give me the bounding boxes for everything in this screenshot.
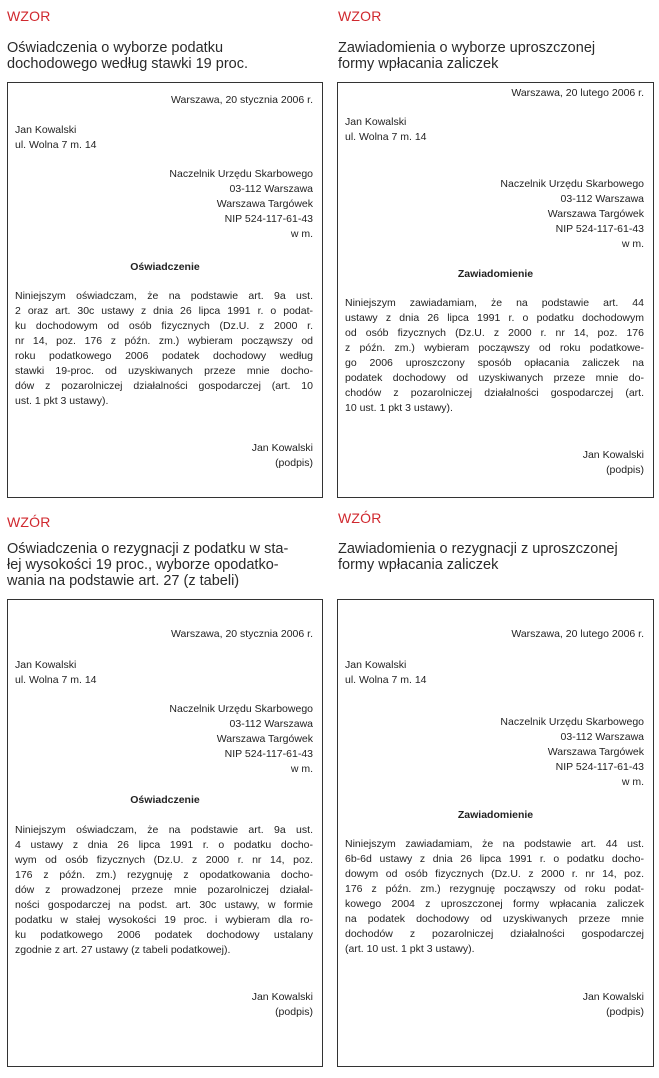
recipient-line: NIP 524-117-61-43: [555, 223, 644, 235]
body-line: podatek dochodowy od uzyskiwanych przeze mnie do-: [345, 372, 644, 384]
sender-name: Jan Kowalski: [345, 116, 407, 128]
section-heading: [7, 40, 317, 72]
recipient-line: Naczelnik Urzędu Skarbowego: [169, 168, 313, 180]
sender-block: [15, 658, 97, 688]
signature-caption: (podpis): [606, 1006, 644, 1018]
section-heading: [338, 40, 653, 72]
body-line: 4 ustawy z dnia 26 lipca 1991 r. o podatku docho-: [15, 839, 313, 851]
recipient-line: NIP 524-117-61-43: [224, 213, 313, 225]
sender-name: Jan Kowalski: [15, 124, 77, 136]
document-body: [345, 837, 644, 957]
sender-name: Jan Kowalski: [345, 659, 407, 671]
signature-caption: (podpis): [275, 457, 313, 469]
sender-block: [345, 658, 427, 688]
recipient-block: [169, 167, 313, 242]
recipient-line: Warszawa Targówek: [547, 208, 644, 220]
recipient-line: 03-112 Warszawa: [560, 193, 644, 205]
body-line: podatku w stałej wysokości 19 proc. i wybieram dla ro-: [15, 914, 313, 926]
recipient-block: [500, 715, 644, 790]
heading-line: formy wpłacania zaliczek: [338, 56, 499, 72]
signature-block: [252, 990, 313, 1020]
signature-name: Jan Kowalski: [251, 991, 313, 1003]
body-line: 2 oraz art. 30c ustawy z dnia 26 lipca 1991 r. o podat-: [15, 305, 313, 317]
recipient-line: Naczelnik Urzędu Skarbowego: [500, 178, 644, 190]
sender-address: ul. Wolna 7 m. 14: [345, 674, 427, 686]
body-line: ku dochodowym od osób fizycznych (Dz.U. z 2000 r.: [15, 320, 313, 332]
body-line: roku podatkowego 2006 podatek dochodowy według: [15, 350, 313, 362]
recipient-line: NIP 524-117-61-43: [224, 748, 313, 760]
body-line: Niniejszym zawiadamiam, że na podstawie art. 44 ust.: [345, 838, 644, 850]
body-line: dów z pozarolniczej działalności gospodarczej (art. 10: [15, 380, 313, 392]
body-line: Niniejszym oświadczam, że na podstawie art. 9a ust.: [15, 824, 313, 836]
recipient-line: 03-112 Warszawa: [229, 718, 313, 730]
heading-line: Oświadczenia o rezygnacji z podatku w sta-: [7, 541, 289, 557]
sender-name: Jan Kowalski: [15, 659, 77, 671]
document-box: [7, 82, 323, 498]
sender-block: [15, 123, 97, 153]
recipient-line: NIP 524-117-61-43: [555, 761, 644, 773]
document-date: Warszawa, 20 lutego 2006 r.: [511, 87, 644, 99]
heading-line: Oświadczenia o wyborze podatku: [7, 40, 224, 56]
body-line: 176 z późn. zm.) rezygnuję począwszy od roku podat-: [345, 883, 644, 895]
heading-line: dochodowego według stawki 19 proc.: [7, 56, 249, 72]
body-line: zgodnie z art. 27 ustawy (z tabeli podatkowej).: [15, 944, 231, 956]
section-heading: [338, 541, 653, 573]
heading-line: łej wysokości 19 proc., wyborze opodatko-: [7, 557, 279, 573]
body-line: go 2006 uproszczony sposób opłacania zaliczek na: [345, 357, 644, 369]
body-line: kowego 2004 z uproszczonej formy wpłacania zaliczek: [345, 898, 644, 910]
recipient-line: w m.: [290, 228, 313, 240]
document-box: [337, 599, 654, 1067]
heading-line: formy wpłacania zaliczek: [338, 557, 499, 573]
body-line: ust. 1 pkt 3 ustawy).: [15, 395, 109, 407]
document-title: Oświadczenie: [130, 261, 200, 273]
document-date: Warszawa, 20 stycznia 2006 r.: [170, 94, 313, 106]
recipient-line: Naczelnik Urzędu Skarbowego: [169, 703, 313, 715]
recipient-line: w m.: [290, 763, 313, 775]
body-line: od osób fizycznych (Dz.U. z 2000 r. nr 14, poz. 176: [345, 327, 644, 339]
body-line: chodów z pozarolniczej działalności gospodarczej (art.: [345, 387, 644, 399]
heading-line: Zawiadomienia o wyborze uproszczonej: [338, 40, 596, 56]
body-line: 6b-6d ustawy z dnia 26 lipca 1991 r. o podatku docho-: [345, 853, 644, 865]
label-wzor: WZÓR: [338, 510, 382, 526]
signature-block: [583, 990, 644, 1020]
document-title: Zawiadomienie: [457, 809, 534, 821]
body-line: dochodów z pozarolniczej działalności gospodarczej: [345, 928, 644, 940]
body-line: na podatek dochodowy od uzyskiwanych przeze mnie: [345, 913, 644, 925]
heading-line: Zawiadomienia o rezygnacji z uproszczonej: [338, 541, 618, 557]
body-line: Niniejszym oświadczam, że na podstawie art. 9a ust.: [15, 290, 313, 302]
body-line: (art. 10 ust. 1 pkt 3 ustawy).: [345, 943, 475, 955]
signature-caption: (podpis): [275, 1006, 313, 1018]
body-line: ustawy z dnia 26 lipca 1991 r. o podatku dochodowym: [345, 312, 644, 324]
body-line: dowym od osób fizycznych (Dz.U. z 2000 r. nr 14, poz.: [345, 868, 644, 880]
signature-block: [583, 448, 644, 478]
recipient-line: Warszawa Targówek: [216, 733, 313, 745]
body-line: 176 z późn. zm.) rezygnuję z opodatkowania docho-: [15, 869, 313, 881]
document-title: Oświadczenie: [130, 794, 200, 806]
body-line: ności gospodarczej na podst. art. 30c ustawy, w formie: [15, 899, 313, 911]
recipient-line: 03-112 Warszawa: [229, 183, 313, 195]
document-box: [337, 82, 654, 498]
recipient-line: Naczelnik Urzędu Skarbowego: [500, 716, 644, 728]
signature-caption: (podpis): [606, 464, 644, 476]
document-title: Zawiadomienie: [457, 268, 534, 280]
heading-line: wania na podstawie art. 27 (z tabeli): [7, 573, 240, 589]
document-body: [15, 823, 313, 958]
document-body: [15, 289, 313, 409]
body-line: z późn. zm.) wybieram począwszy od roku podatkowe-: [345, 342, 644, 354]
body-line: wym od osób fizycznych (Dz.U. z 2000 r. nr 14, poz.: [15, 854, 313, 866]
signature-name: Jan Kowalski: [582, 991, 644, 1003]
body-line: Niniejszym zawiadamiam, że na podstawie art. 44: [345, 297, 644, 309]
recipient-line: Warszawa Targówek: [547, 746, 644, 758]
label-wzor: WZOR: [7, 8, 51, 24]
document-body: [345, 296, 644, 416]
document-date: Warszawa, 20 lutego 2006 r.: [511, 628, 644, 640]
document-box: [7, 599, 323, 1067]
signature-block: [252, 441, 313, 471]
body-line: dów z prowadzonej przeze mnie pozarolniczej działal-: [15, 884, 313, 896]
label-wzor: WZOR: [338, 8, 382, 24]
signature-name: Jan Kowalski: [582, 449, 644, 461]
recipient-line: 03-112 Warszawa: [560, 731, 644, 743]
sender-address: ul. Wolna 7 m. 14: [15, 674, 97, 686]
recipient-block: [169, 702, 313, 777]
body-line: stawki 19-proc. od uzyskiwanych przeze mnie docho-: [15, 365, 313, 377]
sender-address: ul. Wolna 7 m. 14: [345, 131, 427, 143]
document-date: Warszawa, 20 stycznia 2006 r.: [170, 628, 313, 640]
recipient-line: Warszawa Targówek: [216, 198, 313, 210]
recipient-line: w m.: [621, 238, 644, 250]
signature-name: Jan Kowalski: [251, 442, 313, 454]
sender-block: [345, 115, 427, 145]
recipient-line: w m.: [621, 776, 644, 788]
recipient-block: [500, 177, 644, 252]
body-line: 10 ust. 1 pkt 3 ustawy).: [345, 402, 453, 414]
body-line: ku podatkowego 2006 podatek dochodowy ustalany: [15, 929, 313, 941]
label-wzor: WZÓR: [7, 514, 51, 530]
sender-address: ul. Wolna 7 m. 14: [15, 139, 97, 151]
section-heading: [7, 541, 322, 589]
body-line: nr 14, poz. 176 z późn. zm.) wybieram począwszy od: [15, 335, 313, 347]
